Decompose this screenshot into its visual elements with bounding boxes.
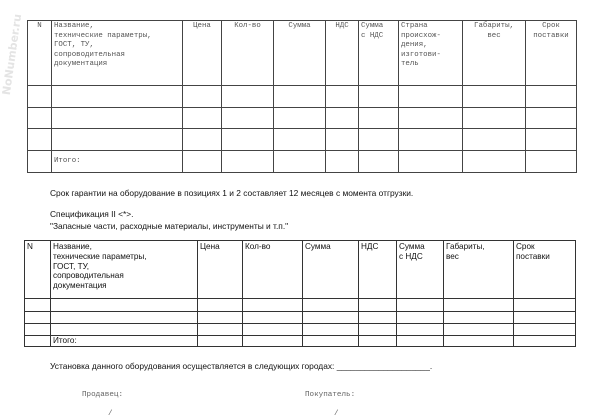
header-text: Название, технические параметры, ГОСТ, ТУ, сопроводительная документация	[53, 242, 147, 291]
warranty-text: Срок гарантии на оборудование в позициях 1 и 2 составляет 12 месяцев с момента отгрузки.	[50, 188, 414, 198]
header-text: Название, технические параметры, ГОСТ, ТУ, сопроводительная документация	[54, 22, 152, 69]
header-sum	[274, 21, 326, 86]
header-n	[28, 21, 52, 86]
total-label: Итого:	[53, 336, 77, 345]
table-row	[25, 324, 576, 336]
header-text: Кол-во	[234, 22, 261, 30]
header-price	[183, 21, 222, 86]
total-label: Итого:	[54, 156, 81, 165]
header-qty	[222, 21, 274, 86]
buyer-signature-slash: /	[334, 410, 339, 418]
spec-subtitle: "Запасные части, расходные материалы, инструменты и т.п."	[50, 221, 289, 231]
header-text: Габариты, вес	[474, 22, 514, 40]
installation-text: Установка данного оборудования осуществляется в следующих городах: ____________________.	[50, 361, 433, 371]
total-row	[28, 151, 577, 173]
header-text: Цена	[200, 242, 220, 251]
watermark: NoNumber.ru	[0, 13, 25, 96]
header-n	[25, 241, 51, 299]
header-vat	[359, 241, 397, 299]
header-qty	[243, 241, 303, 299]
header-text: Габариты, вес	[446, 242, 485, 261]
table-row	[28, 129, 577, 151]
header-text: Сумма с НДС	[399, 242, 425, 261]
header-delivery	[526, 21, 577, 86]
specification-table-1	[27, 20, 577, 173]
header-text: Сумма с НДС	[361, 22, 384, 40]
header-delivery	[514, 241, 576, 299]
header-name	[51, 241, 198, 299]
table2-header-row	[25, 241, 576, 299]
header-vat	[326, 21, 359, 86]
header-text: Цена	[193, 22, 211, 30]
total-row	[25, 336, 576, 347]
header-dimensions	[463, 21, 526, 86]
header-price	[198, 241, 243, 299]
header-text: N	[37, 22, 42, 30]
header-text: N	[27, 242, 33, 251]
header-country	[399, 21, 463, 86]
spec-title: Спецификация II <*>.	[50, 209, 134, 219]
header-sum	[303, 241, 359, 299]
seller-signature-slash: /	[108, 410, 113, 418]
specification-table-2	[24, 240, 576, 347]
table-row	[25, 312, 576, 324]
header-text: Сумма	[305, 242, 331, 251]
header-text: НДС	[361, 242, 379, 251]
table-row	[28, 108, 577, 129]
header-name	[52, 21, 183, 86]
header-sum-vat	[397, 241, 444, 299]
header-text: Сумма	[288, 22, 311, 30]
header-text: НДС	[335, 22, 349, 30]
header-text: Срок поставки	[533, 22, 569, 40]
header-dimensions	[444, 241, 514, 299]
header-text: Срок поставки	[516, 242, 550, 261]
header-sum-vat	[359, 21, 399, 86]
table-row	[28, 86, 577, 108]
table-row	[25, 299, 576, 312]
header-text: Кол-во	[245, 242, 271, 251]
seller-label: Продавец:	[82, 391, 124, 399]
header-text: Страна происхож- дения, изготови- тель	[401, 22, 441, 69]
table1-header-row	[28, 21, 577, 86]
buyer-label: Покупатель:	[305, 391, 356, 399]
